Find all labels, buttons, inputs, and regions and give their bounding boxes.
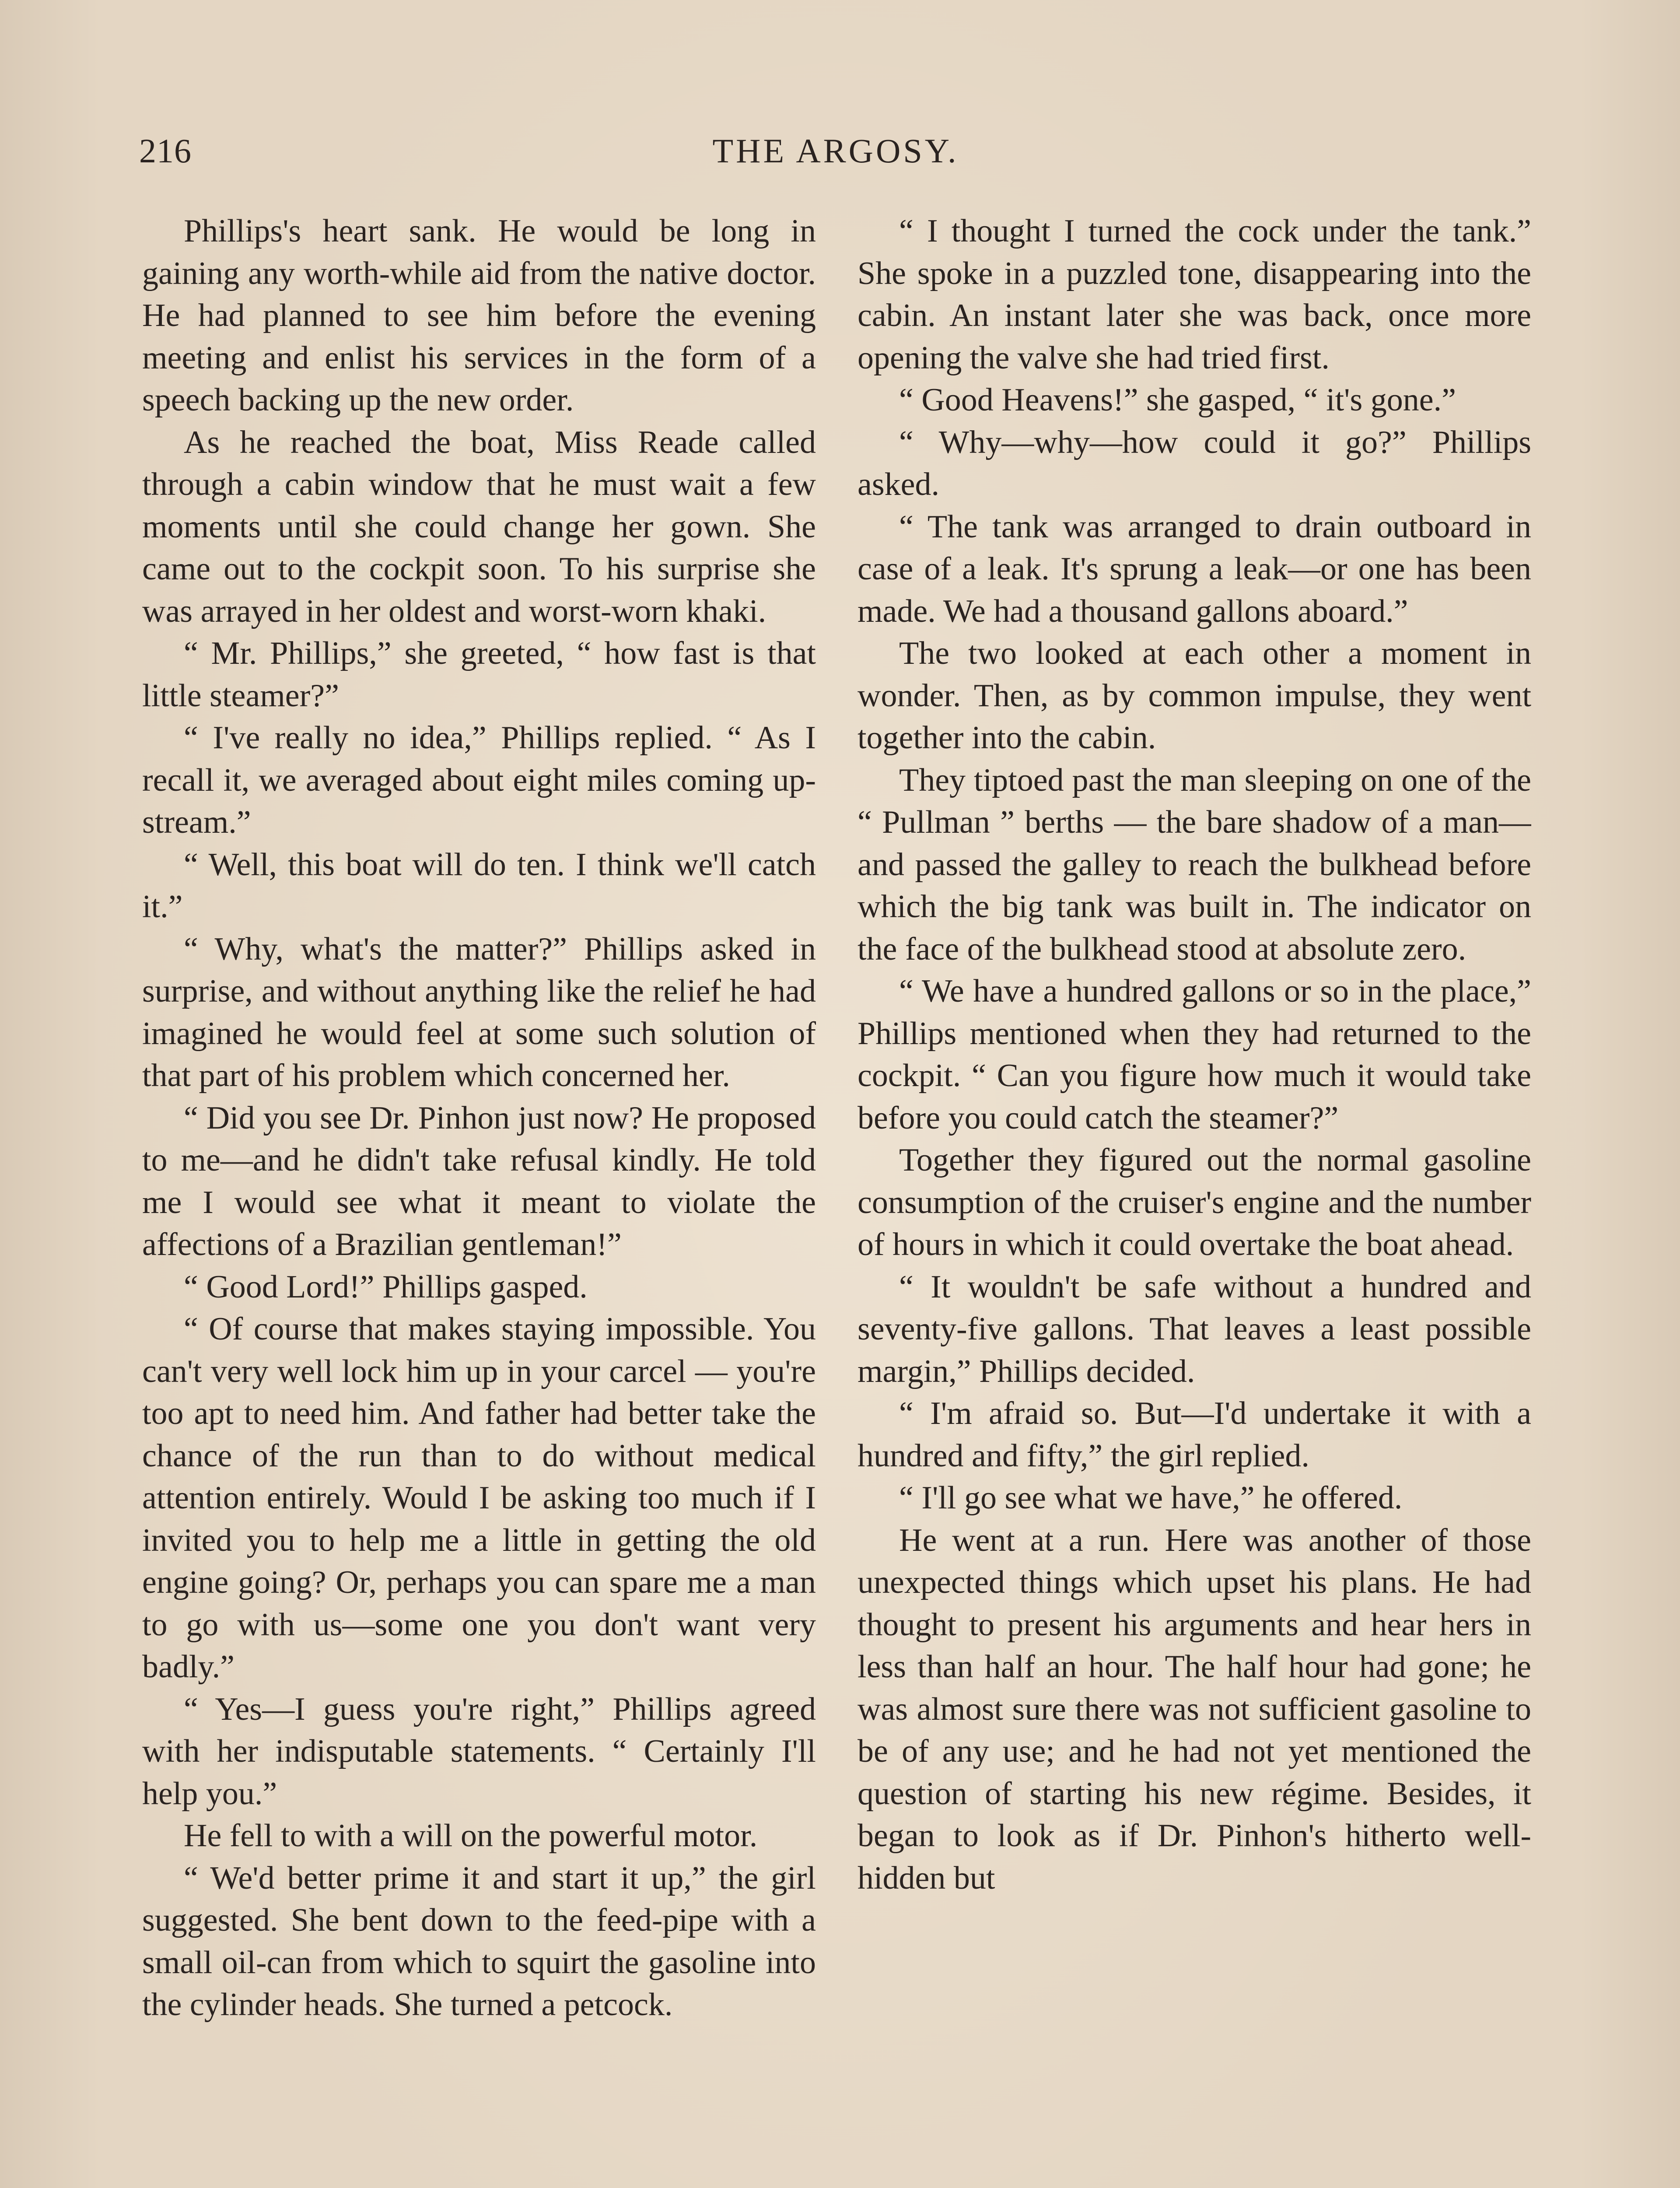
paragraph: He went at a run. Here was another of those unexpected things which upset his plans. He had thought to present his arguments and hear hers in less than half an hour. The half hour had gone; he was almost sure there was not sufficient gasoline to be of any use; and he had not yet mentioned the question of starting his new régime. Besides, it began to look as if Dr. Pinhon's hitherto well-hidden but [858,1522,1531,1896]
paragraph: “ Mr. Phillips,” she greeted, “ how fast is that little steamer?” [142,635,816,714]
page-number: 216 [139,132,192,170]
paragraph: “ The tank was arranged to drain outboard in case of a leak. It's sprung a leak—or one has been made. We had a thousand gallons aboard.” [858,508,1531,629]
paragraph: Together they figured out the normal gasoline consumption of the cruiser's engine and the number of hours in which it could overtake the boat ahead. [858,1142,1531,1262]
paragraph: “ Why, what's the matter?” Phillips asked in surprise, and without anything like the relief he had imagined he would feel at some such solution of that part of his problem which concerned her. [142,931,816,1094]
paragraph: “ We have a hundred gallons or so in the place,” Phillips mentioned when they had returned to the cockpit. “ Can you figure how much it would take before you could catch the steamer?” [858,973,1531,1136]
paragraph: “ Yes—I guess you're right,” Phillips agreed with her indisputable statements. “ Certainly I'll help you.” [142,1691,816,1812]
paragraph: “ We'd better prime it and start it up,” the girl suggested. She bent down to the feed-pipe with a small oil-can from which to squirt the gasoline into the cylinder heads. She turned a petcock. [142,1860,816,2023]
paragraph: “ Good Heavens!” she gasped, “ it's gone.” [899,382,1456,418]
running-title: THE ARGOSY. [712,132,959,170]
paragraph: Phillips's heart sank. He would be long in gaining any worth-while aid from the native doctor. He had planned to see him before the evening meeting and enlist his services in the form of a speech backing up the new order. [142,213,816,418]
paragraph: “ I thought I turned the cock under the tank.” She spoke in a puzzled tone, disappearing into the cabin. An instant later she was back, once more opening the valve she had tried first. [858,213,1531,376]
right-column [858,210,1531,2188]
paragraph: “ Well, this boat will do ten. I think we'll catch it.” [142,846,816,925]
paragraph: “ I'm afraid so. But—I'd undertake it with a hundred and fifty,” the girl replied. [858,1396,1531,1474]
paragraph: “ Did you see Dr. Pinhon just now? He proposed to me—and he didn't take refusal kindly. He told me I would see what it meant to violate the affections of a Brazilian gentleman!” [142,1100,816,1262]
left-column [142,210,816,2188]
paragraph: As he reached the boat, Miss Reade called through a cabin window that he must wait a few moments until she could change her gown. She came out to the cockpit soon. To his surprise she was arrayed in her oldest and worst-worn khaki. [142,424,816,629]
paragraph: “ It wouldn't be safe without a hundred and seventy-five gallons. That leaves a least possible margin,” Phillips decided. [858,1269,1531,1389]
page-header [139,127,1532,175]
paragraph: They tiptoed past the man sleeping on one of the “ Pullman ” berths — the bare shadow of a man—and passed the galley to reach the bulkhead before which the big tank was built in. The indicator on the face of the bulkhead stood at absolute zero. [858,762,1531,967]
paragraph: “ I've really no idea,” Phillips replied. “ As I recall it, we averaged about eight miles coming up-stream.” [142,720,816,840]
paragraph: “ Why—why—how could it go?” Phillips asked. [858,424,1531,502]
paragraph: He fell to with a will on the powerful motor. [184,1818,758,1854]
paragraph: “ Of course that makes staying impossible. You can't very well lock him up in your carcel — you're too apt to need him. And father had better take the chance of the run than to do without medical attention entirely. Would I be asking too much if I invited you to help me a little in getting the old engine going? Or, perhaps you can spare me a man to go with us—some one you don't want very badly.” [142,1311,816,1685]
paragraph: The two looked at each other a moment in wonder. Then, as by common impulse, they went together into the cabin. [858,635,1531,756]
paragraph: “ I'll go see what we have,” he offered. [899,1480,1403,1516]
paragraph: “ Good Lord!” Phillips gasped. [184,1269,588,1305]
